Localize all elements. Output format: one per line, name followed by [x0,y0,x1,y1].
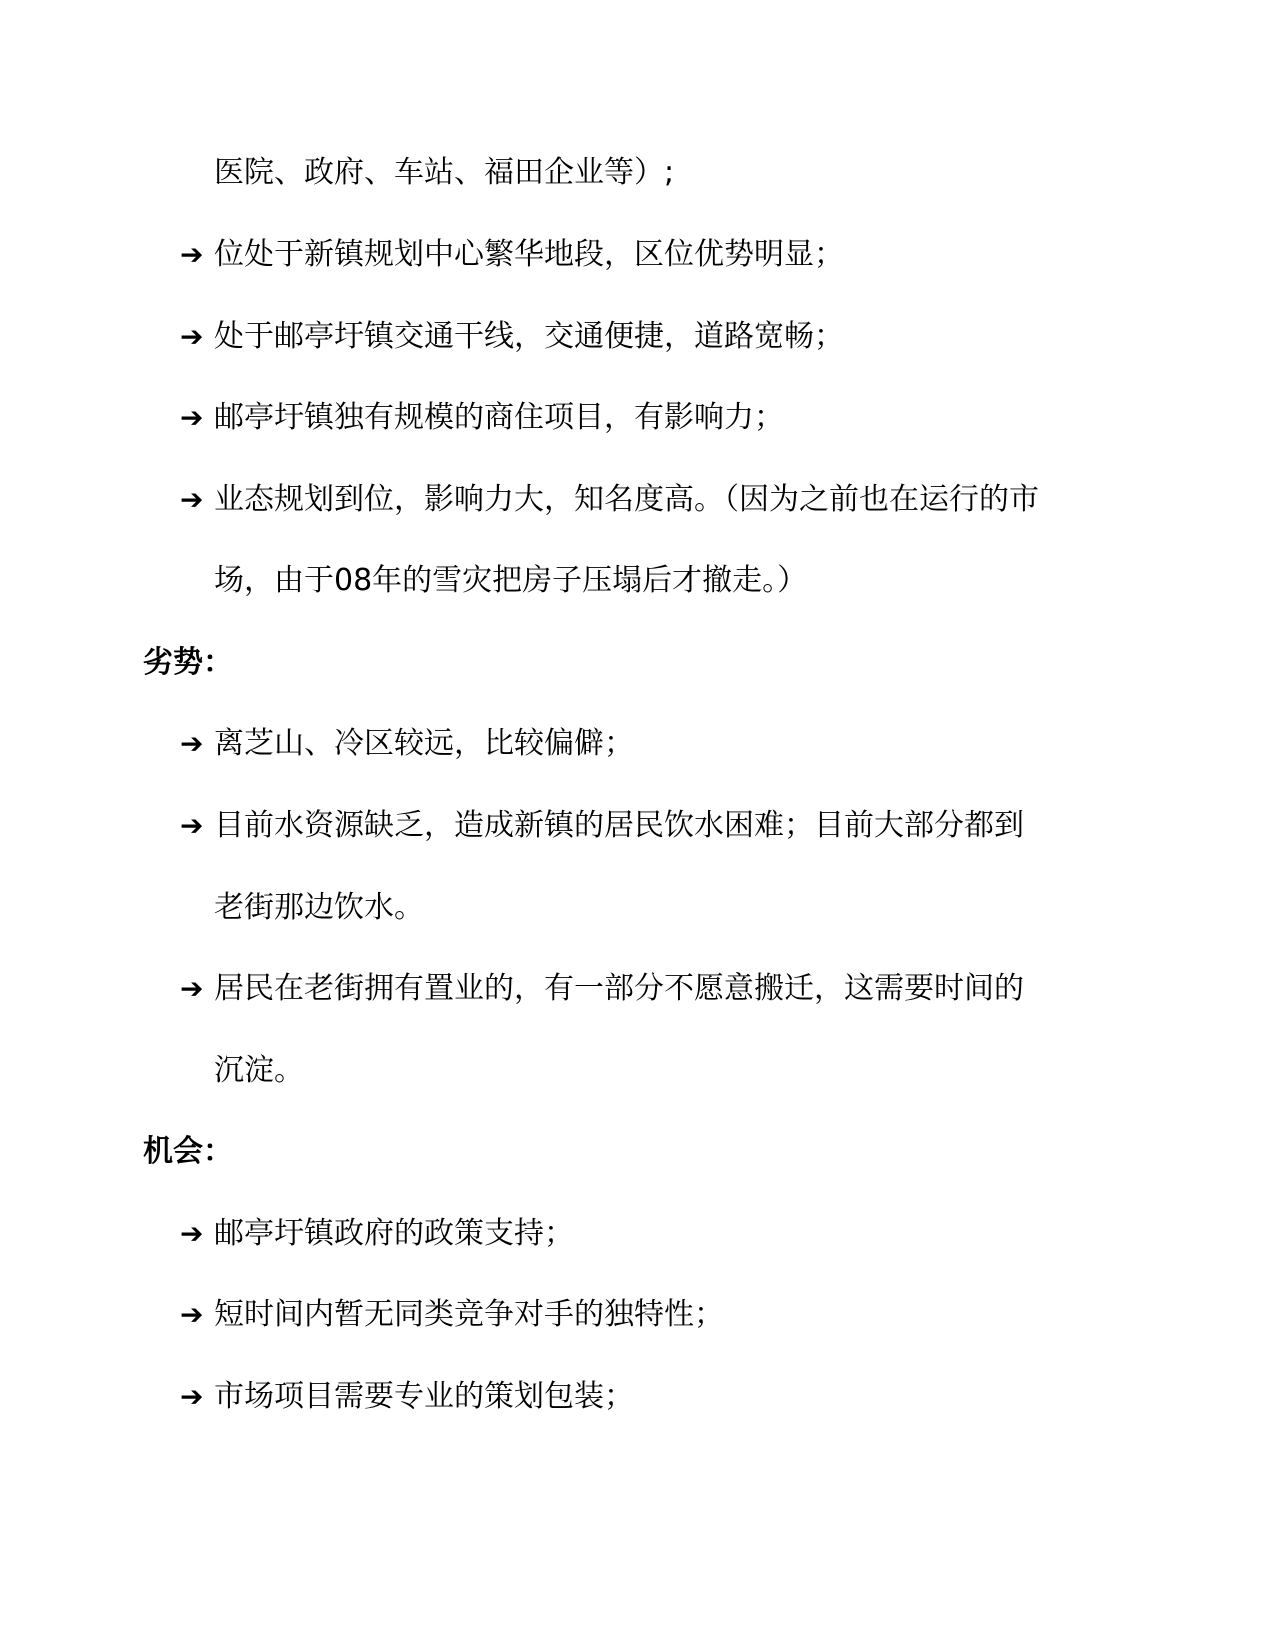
list-item: ➔ 目前水资源缺乏，造成新镇的居民饮水困难；目前大部分都到 [180,806,1024,846]
section-heading-weaknesses: 劣势： [143,645,233,680]
text-line: 沉淀。 [214,1053,304,1088]
list-item: ➔ 短时间内暂无同类竞争对手的独特性； [180,1295,724,1335]
arrow-right-icon: ➔ [180,727,204,760]
arrow-right-icon: ➔ [180,320,204,353]
arrow-right-icon: ➔ [180,401,204,434]
list-item: ➔ 市场项目需要专业的策划包装； [180,1377,634,1417]
list-item: ➔ 业态规划到位，影响力大，知名度高。（因为之前也在运行的市 [180,480,1039,520]
text-line: 老街那边饮水。 [214,890,424,925]
arrow-right-icon: ➔ [180,809,204,842]
section-heading-opportunities: 机会： [143,1134,233,1169]
arrow-right-icon: ➔ [180,972,204,1005]
list-item: ➔ 居民在老街拥有置业的，有一部分不愿意搬迁，这需要时间的 [180,969,1024,1009]
list-item: ➔ 邮亭圩镇独有规模的商住项目，有影响力； [180,398,784,438]
list-item: ➔ 离芝山、冷区较远，比较偏僻； [180,724,634,764]
arrow-right-icon: ➔ [180,238,204,271]
list-item: ➔ 位处于新镇规划中心繁华地段，区位优势明显； [180,235,844,275]
text-line: 医院、政府、车站、福田企业等）; [214,155,675,190]
list-item: ➔ 处于邮亭圩镇交通干线，交通便捷，道路宽畅； [180,317,844,357]
arrow-right-icon: ➔ [180,1298,204,1331]
arrow-right-icon: ➔ [180,1380,204,1413]
arrow-right-icon: ➔ [180,483,204,516]
text-line: 场，由于08年的雪灾把房子压塌后才撤走。） [214,563,808,598]
list-item: ➔ 邮亭圩镇政府的政策支持； [180,1214,574,1254]
arrow-right-icon: ➔ [180,1217,204,1250]
